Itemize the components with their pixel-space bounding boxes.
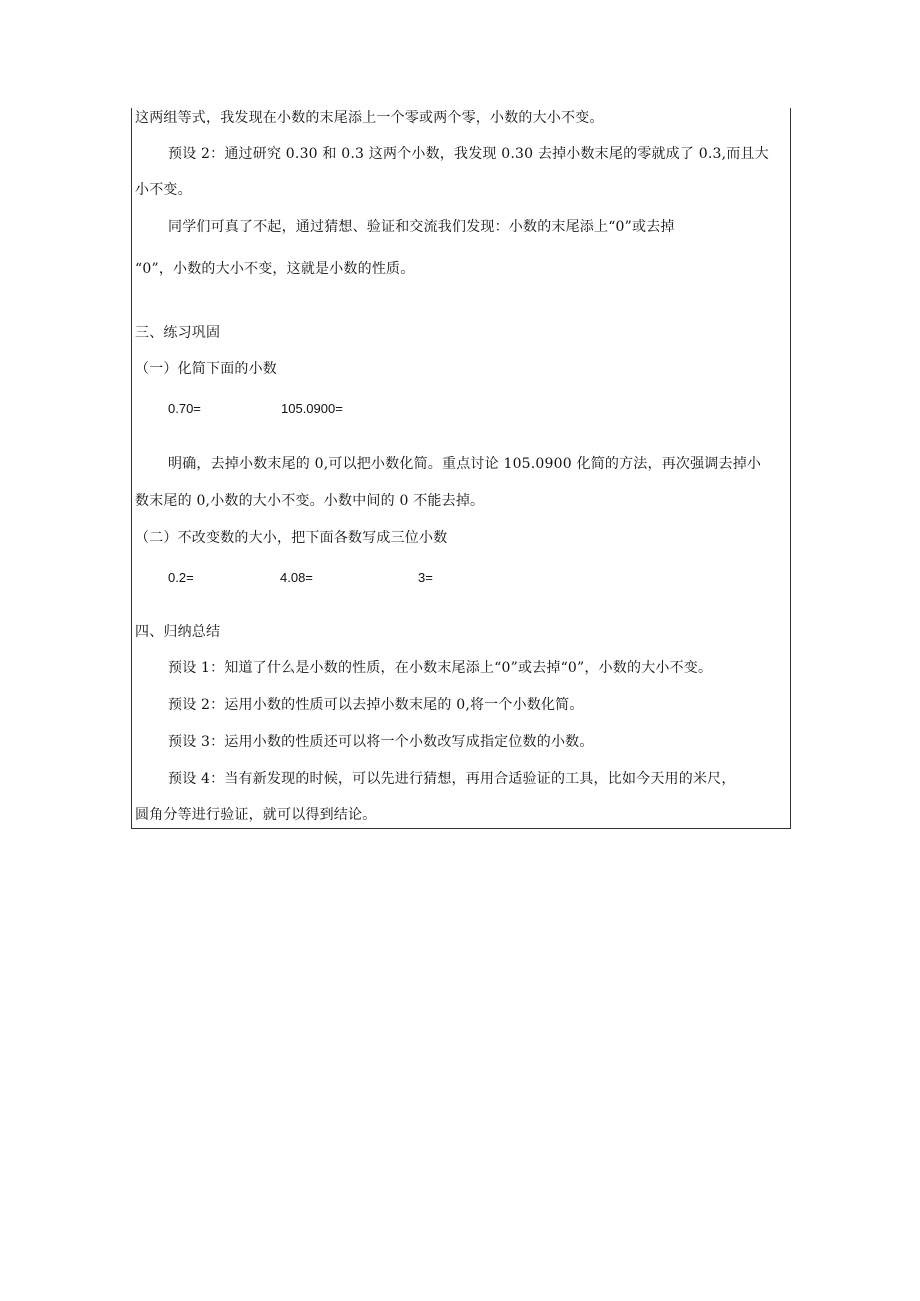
subsection-2-heading: （二）不改变数的大小，把下面各数写成三位小数 xyxy=(135,530,448,546)
exercise-1-item-1: 0.70= xyxy=(168,401,201,416)
summary-preset-1: 预设 1：知道了什么是小数的性质，在小数末尾添上“0”或去掉“0”，小数的大小不变。 xyxy=(168,660,713,676)
conclusion-line-2: “0”，小数的大小不变，这就是小数的性质。 xyxy=(135,261,415,277)
summary-preset-4-line-1: 预设 4：当有新发现的时候，可以先进行猜想，再用合适验证的工具，比如今天用的米尺， xyxy=(168,771,736,787)
conclusion-line-1: 同学们可真了不起，通过猜想、验证和交流我们发现：小数的末尾添上“0”或去掉 xyxy=(168,219,675,235)
subsection-1-heading: （一）化简下面的小数 xyxy=(135,361,277,377)
preset-2-line-2: 小不变。 xyxy=(135,182,192,198)
paragraph-continuation: 这两组等式，我发现在小数的末尾添上一个零或两个零，小数的大小不变。 xyxy=(135,110,604,126)
lesson-content-box xyxy=(131,108,791,829)
section-3-heading: 三、练习巩固 xyxy=(135,325,221,341)
summary-preset-3: 预设 3：运用小数的性质还可以将一个小数改写成指定位数的小数。 xyxy=(168,734,594,750)
summary-preset-2: 预设 2：运用小数的性质可以去掉小数末尾的 0,将一个小数化简。 xyxy=(168,697,584,713)
clarification-line-2: 数末尾的 0,小数的大小不变。小数中间的 0 不能去掉。 xyxy=(135,493,485,509)
preset-2-line-1: 预设 2：通过研究 0.30 和 0.3 这两个小数，我发现 0.30 去掉小数末尾的零就成了 0.3,而且大 xyxy=(168,146,769,162)
exercise-2-item-3: 3= xyxy=(418,570,433,585)
clarification-line-1: 明确，去掉小数末尾的 0,可以把小数化简。重点讨论 105.0900 化简的方法，再次强调去掉小 xyxy=(168,456,762,472)
section-4-heading: 四、归纳总结 xyxy=(135,624,221,640)
exercise-2-item-1: 0.2= xyxy=(168,570,194,585)
exercise-1-item-2: 105.0900= xyxy=(281,401,343,416)
summary-preset-4-line-2: 圆角分等进行验证，就可以得到结论。 xyxy=(135,807,377,823)
exercise-2-item-2: 4.08= xyxy=(280,570,313,585)
